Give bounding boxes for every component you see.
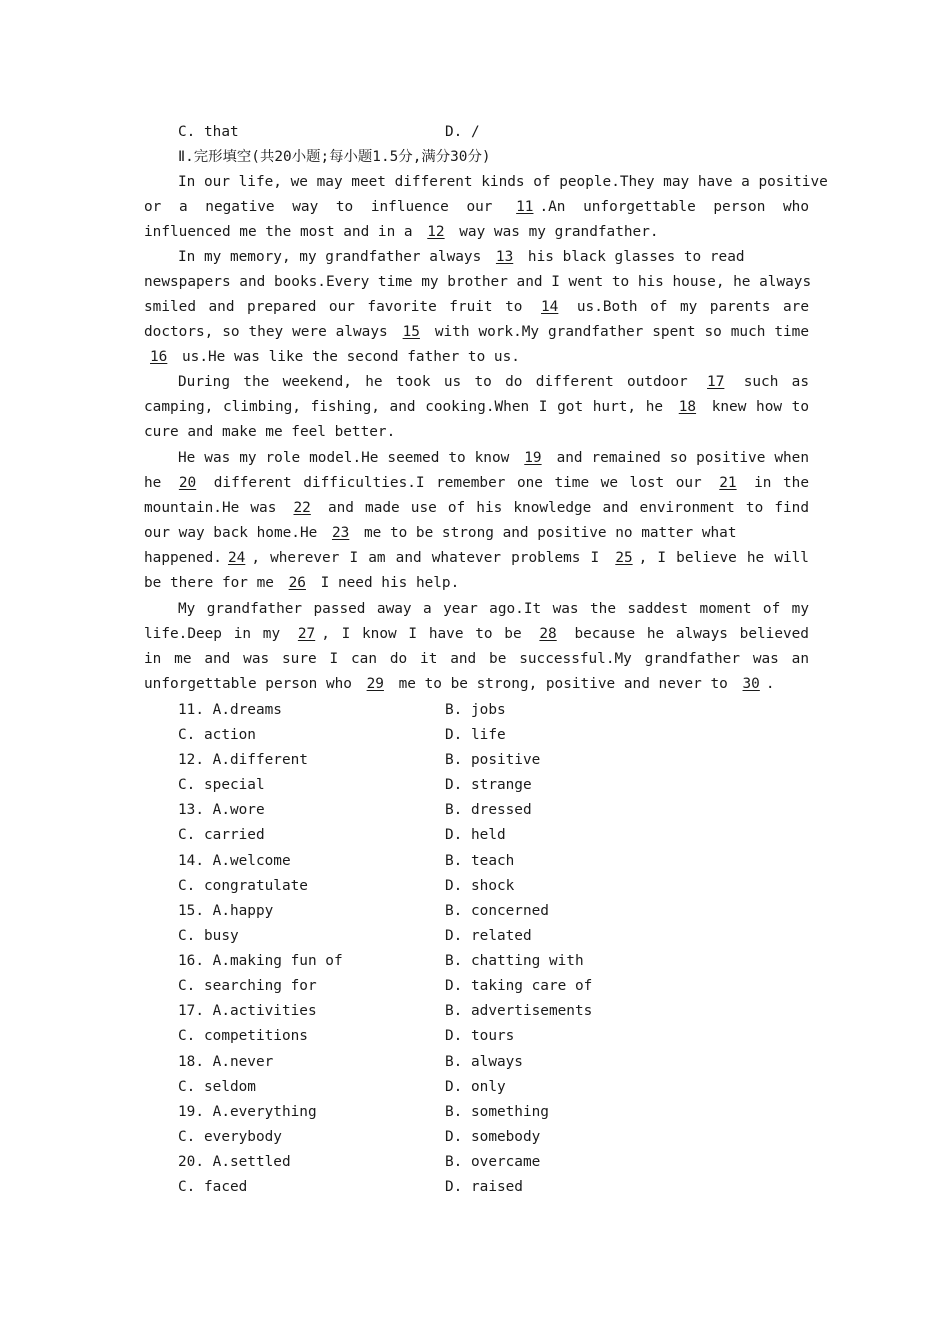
passage-line — [178, 370, 809, 395]
blank-12: 12 — [427, 224, 445, 240]
option-19-b: B. something — [445, 1104, 549, 1120]
passage-text: his black glasses to read — [527, 249, 745, 265]
blank-27: 27 — [297, 626, 316, 642]
passage-text: In my memory, my grandfather always — [178, 249, 482, 265]
option-11-b: B. jobs — [445, 702, 506, 718]
option-18-b: B. always — [445, 1054, 523, 1070]
passage-text: us.He was like the second father to us. — [182, 349, 520, 365]
option-13-c: C. carried — [178, 827, 265, 843]
passage-text: doctors, so they were always — [144, 324, 388, 340]
passage-line: cure and make me feel better. — [144, 424, 396, 440]
blank-11: 11 — [516, 199, 534, 215]
passage-text: and made use of his knowledge and environment to find — [327, 500, 810, 516]
passage-text: . — [765, 676, 775, 692]
prev-option-d: D. / — [445, 124, 480, 140]
passage-line — [178, 245, 809, 270]
passage-line — [144, 471, 809, 496]
blank-21: 21 — [719, 475, 737, 491]
option-19-a: 19. A.everything — [178, 1104, 317, 1120]
option-16-d: D. taking care of — [445, 978, 593, 994]
blank-24: 24 — [227, 550, 246, 566]
option-11-a: 11. A.dreams — [178, 702, 282, 718]
passage-text: be there for me — [144, 575, 274, 591]
blank-23: 23 — [331, 525, 350, 541]
passage-line — [144, 622, 809, 647]
option-20-c: C. faced — [178, 1179, 248, 1195]
option-20-b: B. overcame — [445, 1154, 541, 1170]
option-15-a: 15. A.happy — [178, 903, 274, 919]
option-13-a: 13. A.wore — [178, 802, 265, 818]
passage-text: our way back home.He — [144, 525, 318, 541]
passage-line — [144, 672, 809, 697]
option-15-d: D. related — [445, 928, 532, 944]
passage-text: life.Deep in my — [144, 626, 281, 642]
passage-text: different difficulties.I remember one time we lost our — [213, 475, 702, 491]
passage-text: , wherever I am and whatever problems I — [251, 550, 600, 566]
passage-line — [144, 496, 809, 521]
option-20-a: 20. A.settled — [178, 1154, 291, 1170]
passage-line: My grandfather passed away a year ago.It was the saddest moment of my — [178, 601, 809, 617]
prev-option-c: C. that — [178, 124, 239, 140]
option-14-c: C. congratulate — [178, 878, 308, 894]
passage-text: or a negative way to influence our — [144, 199, 493, 215]
passage-text: me to be strong, positive and never to — [398, 676, 728, 692]
passage-line — [178, 446, 809, 471]
option-15-c: C. busy — [178, 928, 239, 944]
option-17-a: 17. A.activities — [178, 1003, 317, 1019]
option-17-d: D. tours — [445, 1028, 515, 1044]
option-12-d: D. strange — [445, 777, 532, 793]
passage-text: I need his help. — [320, 575, 460, 591]
blank-14: 14 — [541, 299, 559, 315]
passage-text: me to be strong and positive no matter what — [363, 525, 737, 541]
option-11-d: D. life — [445, 727, 506, 743]
passage-line — [144, 571, 809, 596]
passage-text: influenced me the most and in a — [144, 224, 413, 240]
passage-text: because he always believed — [574, 626, 809, 642]
option-19-c: C. everybody — [178, 1129, 282, 1145]
blank-28: 28 — [539, 626, 557, 642]
passage-text: and remained so positive when — [556, 450, 809, 466]
passage-line — [144, 195, 809, 220]
option-12-b: B. positive — [445, 752, 541, 768]
passage-line — [144, 320, 809, 345]
blank-30: 30 — [742, 676, 760, 692]
option-15-b: B. concerned — [445, 903, 549, 919]
blank-22: 22 — [293, 500, 311, 516]
option-19-d: D. somebody — [445, 1129, 541, 1145]
option-16-c: C. searching for — [178, 978, 317, 994]
blank-26: 26 — [288, 575, 306, 591]
passage-text: camping, climbing, fishing, and cooking.When I got hurt, he — [144, 399, 664, 415]
option-17-b: B. advertisements — [445, 1003, 593, 1019]
option-14-d: D. shock — [445, 878, 515, 894]
blank-18: 18 — [678, 399, 697, 415]
blank-29: 29 — [366, 676, 384, 692]
blank-20: 20 — [178, 475, 197, 491]
passage-text: in the — [754, 475, 809, 491]
passage-line — [144, 220, 809, 245]
option-18-d: D. only — [445, 1079, 506, 1095]
passage-text: , I know I have to be — [321, 626, 522, 642]
passage-line: In our life, we may meet different kinds of people.They may have a positive — [178, 174, 828, 190]
passage-text: .An unforgettable person who — [539, 199, 810, 215]
option-11-c: C. action — [178, 727, 256, 743]
passage-text: He was my role model.He seemed to know — [178, 450, 510, 466]
option-20-d: D. raised — [445, 1179, 523, 1195]
passage-text: , I believe he will — [638, 550, 809, 566]
option-16-b: B. chatting with — [445, 953, 584, 969]
option-14-a: 14. A.welcome — [178, 853, 291, 869]
passage-text: us.Both of my parents are — [576, 299, 809, 315]
option-14-b: B. teach — [445, 853, 515, 869]
option-17-c: C. competitions — [178, 1028, 308, 1044]
option-16-a: 16. A.making fun of — [178, 953, 343, 969]
passage-line — [144, 395, 809, 420]
blank-16: 16 — [150, 349, 168, 365]
passage-line: in me and was sure I can do it and be successful.My grandfather was an — [144, 651, 809, 667]
passage-line — [144, 521, 809, 546]
section-heading: Ⅱ.完形填空(共20小题;每小题1.5分,满分30分) — [178, 149, 491, 165]
passage-line — [144, 295, 809, 320]
passage-text: way was my grandfather. — [459, 224, 659, 240]
option-18-a: 18. A.never — [178, 1054, 274, 1070]
blank-15: 15 — [402, 324, 420, 340]
option-13-b: B. dressed — [445, 802, 532, 818]
blank-19: 19 — [524, 450, 542, 466]
passage-text: smiled and prepared our favorite fruit to — [144, 299, 523, 315]
passage-text: happened. — [144, 550, 222, 566]
passage-line: newspapers and books.Every time my brother and I went to his house, he always — [144, 274, 812, 290]
blank-13: 13 — [495, 249, 514, 265]
blank-25: 25 — [615, 550, 633, 566]
passage-text: knew how to — [711, 399, 809, 415]
option-18-c: C. seldom — [178, 1079, 256, 1095]
passage-text: During the weekend, he took us to do different outdoor — [178, 374, 688, 390]
passage-line — [144, 546, 809, 571]
option-13-d: D. held — [445, 827, 506, 843]
passage-text: mountain.He was — [144, 500, 277, 516]
passage-text: he — [144, 475, 162, 491]
passage-text: with work.My grandfather spent so much time — [434, 324, 809, 340]
blank-17: 17 — [707, 374, 725, 390]
passage-text: unforgettable person who — [144, 676, 352, 692]
option-12-a: 12. A.different — [178, 752, 308, 768]
passage-line — [144, 345, 809, 370]
passage-text: such as — [743, 374, 810, 390]
option-12-c: C. special — [178, 777, 265, 793]
